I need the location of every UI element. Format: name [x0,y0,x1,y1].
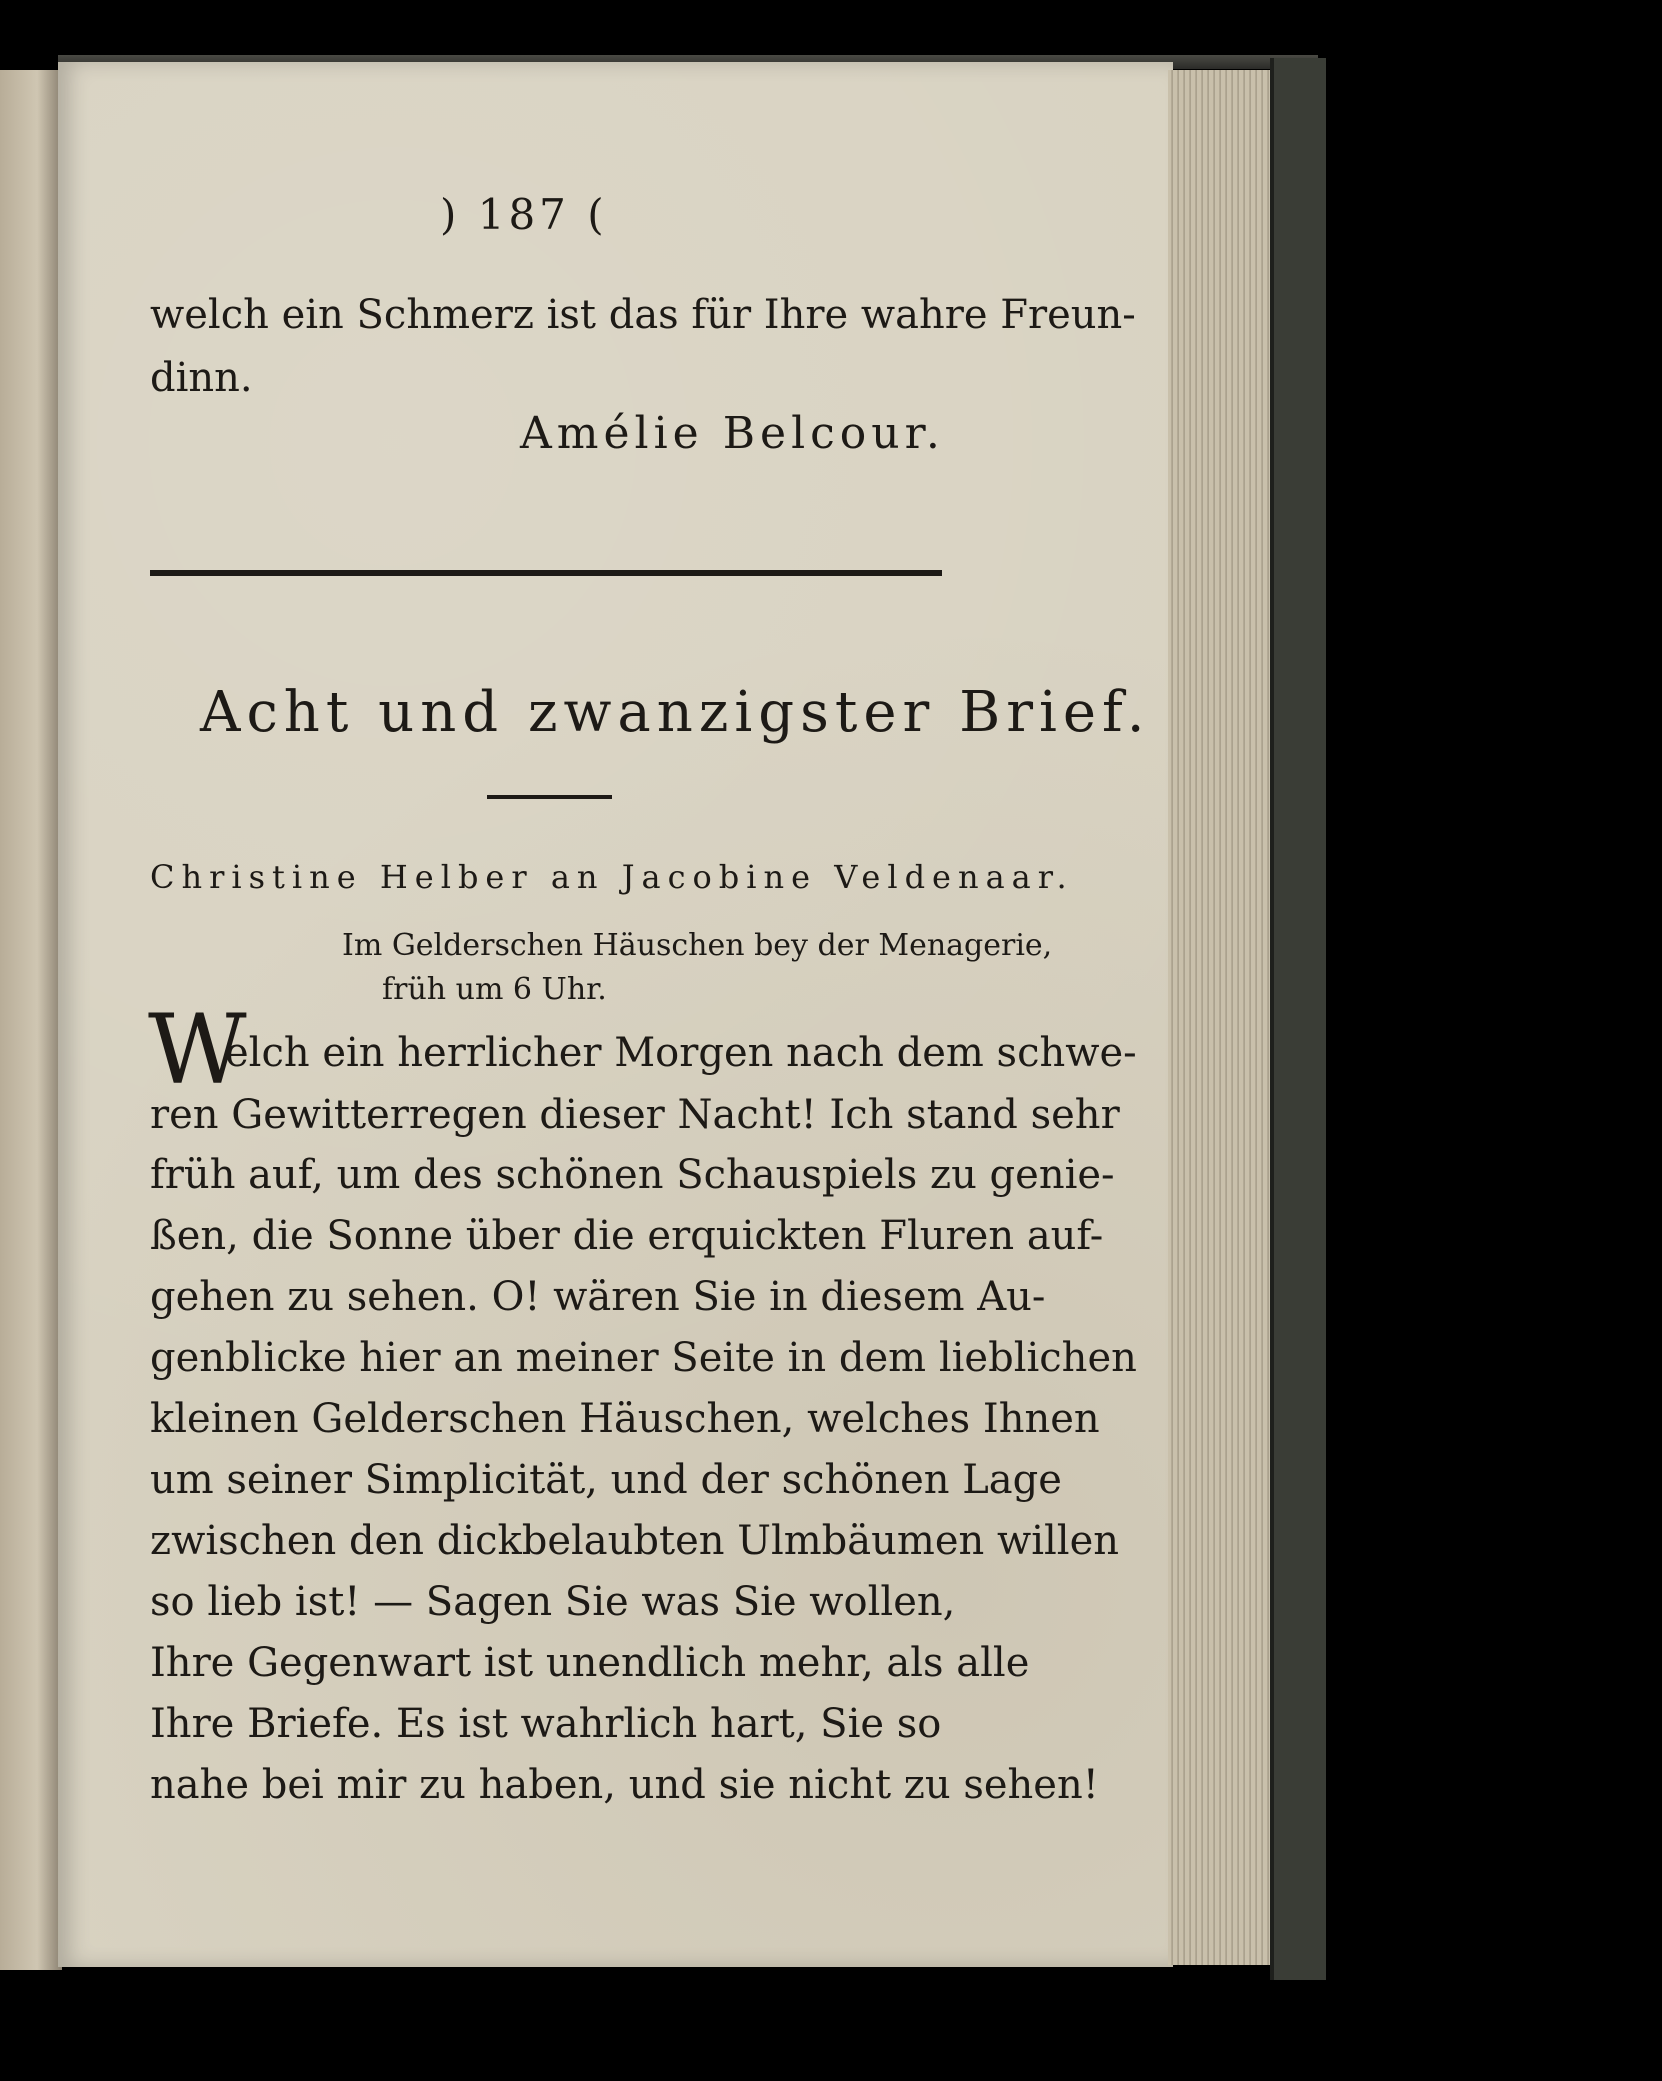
body-line: um seiner Simplicität, und der schönen Lage [150,1457,1062,1503]
body-line: genblicke hier an meiner Seite in dem lieblichen [150,1335,1137,1381]
page-number: ) 187 ( [440,190,608,239]
body-line: ßen, die Sonne über die erquickten Fluren auf- [150,1213,1104,1259]
body-line: früh auf, um des schönen Schauspiels zu genie- [150,1152,1115,1198]
book-cover [1270,58,1326,1980]
letter-time: früh um 6 Uhr. [382,972,607,1007]
body-line: ren Gewitterregen dieser Nacht! Ich stand sehr [150,1092,1120,1138]
body-line: so lieb ist! — Sagen Sie was Sie wollen, [150,1579,956,1625]
drop-cap: W [148,994,247,1106]
body-line: zwischen den dickbelaubten Ulmbäumen willen [150,1518,1120,1564]
body-line: Ihre Gegenwart ist unendlich mehr, als alle [150,1640,1030,1686]
left-page-edge [0,70,62,1970]
letter-heading: Acht und zwanzigster Brief. [200,680,1151,745]
letter-place: Im Gelderschen Häuschen bey der Menagerie, [342,928,1053,963]
body-line: elch ein herrlicher Morgen nach dem schwe- [225,1030,1137,1076]
heading-rule [487,795,612,799]
section-divider [150,570,942,576]
body-line: nahe bei mir zu haben, und sie nicht zu sehen! [150,1762,1099,1808]
body-line: Ihre Briefe. Es ist wahrlich hart, Sie so [150,1701,942,1747]
letter-address: Christine Helber an Jacobine Veldenaar. [150,858,1074,896]
body-line: kleinen Gelderschen Häuschen, welches Ihnen [150,1396,1100,1442]
body-line: gehen zu sehen. O! wären Sie in diesem Au- [150,1274,1046,1320]
signature: Amélie Belcour. [520,408,945,459]
page-stack-edge [1168,70,1283,1965]
previous-letter-line: dinn. [150,355,253,401]
previous-letter-line: welch ein Schmerz ist das für Ihre wahre Freun- [150,292,1136,338]
